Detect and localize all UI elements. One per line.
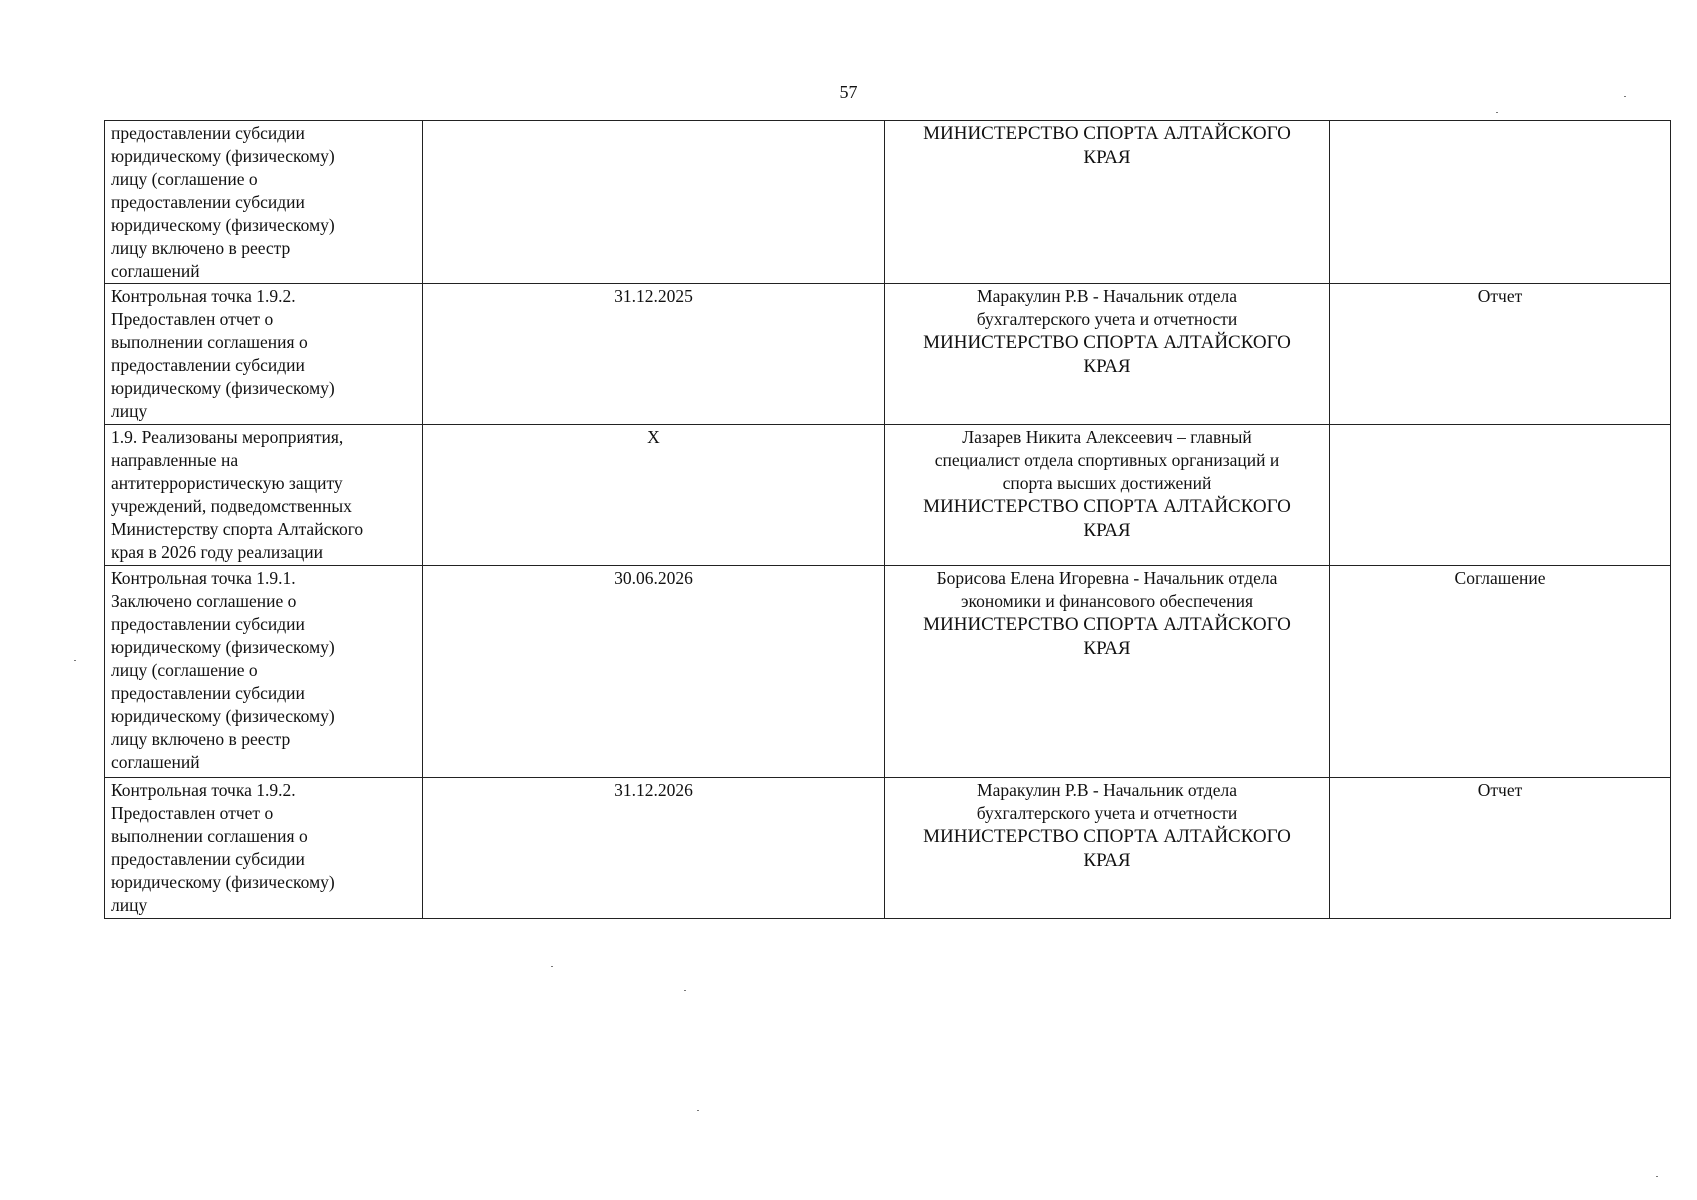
- table-row: [105, 284, 1671, 425]
- organization-line: МИНИСТЕРСТВО СПОРТА АЛТАЙСКОГО: [923, 614, 1291, 635]
- description-line: юридическому (физическому): [111, 146, 335, 166]
- description-line: лицу (соглашение о: [111, 660, 258, 680]
- organization-line: КРАЯ: [1083, 147, 1131, 168]
- description-line: лицу: [111, 401, 148, 421]
- page-number: 57: [839, 82, 858, 102]
- description-line: Предоставлен отчет о: [111, 309, 274, 329]
- responsible-line: спорта высших достижений: [1002, 473, 1212, 493]
- description-line: лицу (соглашение о: [111, 169, 258, 189]
- responsible-line: Маракулин Р.В - Начальник отдела: [977, 780, 1237, 800]
- description-line: предоставлении субсидии: [111, 192, 305, 212]
- description-line: направленные на: [111, 450, 239, 470]
- description-line: лицу: [111, 895, 148, 915]
- organization-line: МИНИСТЕРСТВО СПОРТА АЛТАЙСКОГО: [923, 496, 1291, 517]
- organization-line: КРАЯ: [1083, 638, 1131, 659]
- table-row: [105, 778, 1671, 919]
- responsible-cell: [885, 121, 1330, 284]
- description-line: юридическому (физическому): [111, 378, 335, 398]
- organization-line: КРАЯ: [1083, 520, 1131, 541]
- responsible-line: Маракулин Р.В - Начальник отдела: [977, 286, 1237, 306]
- description-line: лицу включено в реестр: [111, 729, 291, 749]
- description-line: Предоставлен отчет о: [111, 803, 274, 823]
- description-line: учреждений, подведомственных: [111, 496, 352, 516]
- description-line: Заключено соглашение о: [111, 591, 297, 611]
- responsible-cell: [885, 425, 1330, 566]
- description-line: Контрольная точка 1.9.2.: [111, 780, 296, 800]
- scan-speck: [697, 1110, 699, 1111]
- organization-line: КРАЯ: [1083, 356, 1131, 377]
- organization-line: МИНИСТЕРСТВО СПОРТА АЛТАЙСКОГО: [923, 826, 1291, 847]
- description-line: предоставлении субсидии: [111, 123, 305, 143]
- document-cell: [1330, 425, 1671, 566]
- responsible-line: Лазарев Никита Алексеевич – главный: [962, 427, 1252, 447]
- scan-speck: [74, 660, 76, 661]
- date-cell: 31.12.2025: [423, 284, 885, 425]
- date-cell: 30.06.2026: [423, 566, 885, 778]
- date-cell: 31.12.2026: [423, 778, 885, 919]
- description-line: юридическому (физическому): [111, 706, 335, 726]
- organization-line: МИНИСТЕРСТВО СПОРТА АЛТАЙСКОГО: [923, 332, 1291, 353]
- description-line: лицу включено в реестр: [111, 238, 291, 258]
- description-cell: [105, 566, 423, 778]
- responsible-line: специалист отдела спортивных организаций и: [934, 450, 1280, 470]
- table-row: [105, 121, 1671, 284]
- organization-line: МИНИСТЕРСТВО СПОРТА АЛТАЙСКОГО: [923, 123, 1291, 144]
- description-line: предоставлении субсидии: [111, 683, 305, 703]
- table-row: [105, 425, 1671, 566]
- description-line: юридическому (физическому): [111, 637, 335, 657]
- description-line: соглашений: [111, 261, 200, 281]
- scan-speck: [1624, 96, 1626, 97]
- organization-line: КРАЯ: [1083, 850, 1131, 871]
- responsible-line: бухгалтерского учета и отчетности: [976, 309, 1238, 329]
- responsible-line: бухгалтерского учета и отчетности: [976, 803, 1238, 823]
- description-cell: [105, 778, 423, 919]
- table-row: [105, 566, 1671, 778]
- scan-speck: [1496, 112, 1498, 113]
- description-line: Министерству спорта Алтайского: [111, 519, 364, 539]
- description-line: края в 2026 году реализации: [111, 542, 323, 562]
- description-cell: [105, 121, 423, 284]
- responsible-line: экономики и финансового обеспечения: [961, 591, 1253, 611]
- description-cell: [105, 284, 423, 425]
- description-line: соглашений: [111, 752, 200, 772]
- document-cell: Отчет: [1330, 284, 1671, 425]
- description-line: выполнении соглашения о: [111, 826, 308, 846]
- description-cell: [105, 425, 423, 566]
- description-line: Контрольная точка 1.9.2.: [111, 286, 296, 306]
- description-line: юридическому (физическому): [111, 872, 335, 892]
- document-cell: [1330, 121, 1671, 284]
- responsible-line: Борисова Елена Игоревна - Начальник отдела: [936, 568, 1278, 588]
- scan-speck: [1656, 1176, 1658, 1177]
- scan-speck: [684, 990, 686, 991]
- description-line: предоставлении субсидии: [111, 614, 305, 634]
- description-line: предоставлении субсидии: [111, 355, 305, 375]
- document-cell: Соглашение: [1330, 566, 1671, 778]
- description-line: выполнении соглашения о: [111, 332, 308, 352]
- description-line: 1.9. Реализованы мероприятия,: [111, 427, 344, 447]
- description-line: Контрольная точка 1.9.1.: [111, 568, 296, 588]
- description-line: предоставлении субсидии: [111, 849, 305, 869]
- description-line: юридическому (физическому): [111, 215, 335, 235]
- responsible-cell: [885, 284, 1330, 425]
- responsible-cell: [885, 778, 1330, 919]
- scan-speck: [551, 966, 553, 967]
- date-cell: X: [423, 425, 885, 566]
- responsible-cell: [885, 566, 1330, 778]
- control-points-table: [104, 120, 1671, 919]
- description-line: антитеррористическую защиту: [111, 473, 343, 493]
- table-body: [105, 121, 1671, 919]
- document-cell: Отчет: [1330, 778, 1671, 919]
- date-cell: [423, 121, 885, 284]
